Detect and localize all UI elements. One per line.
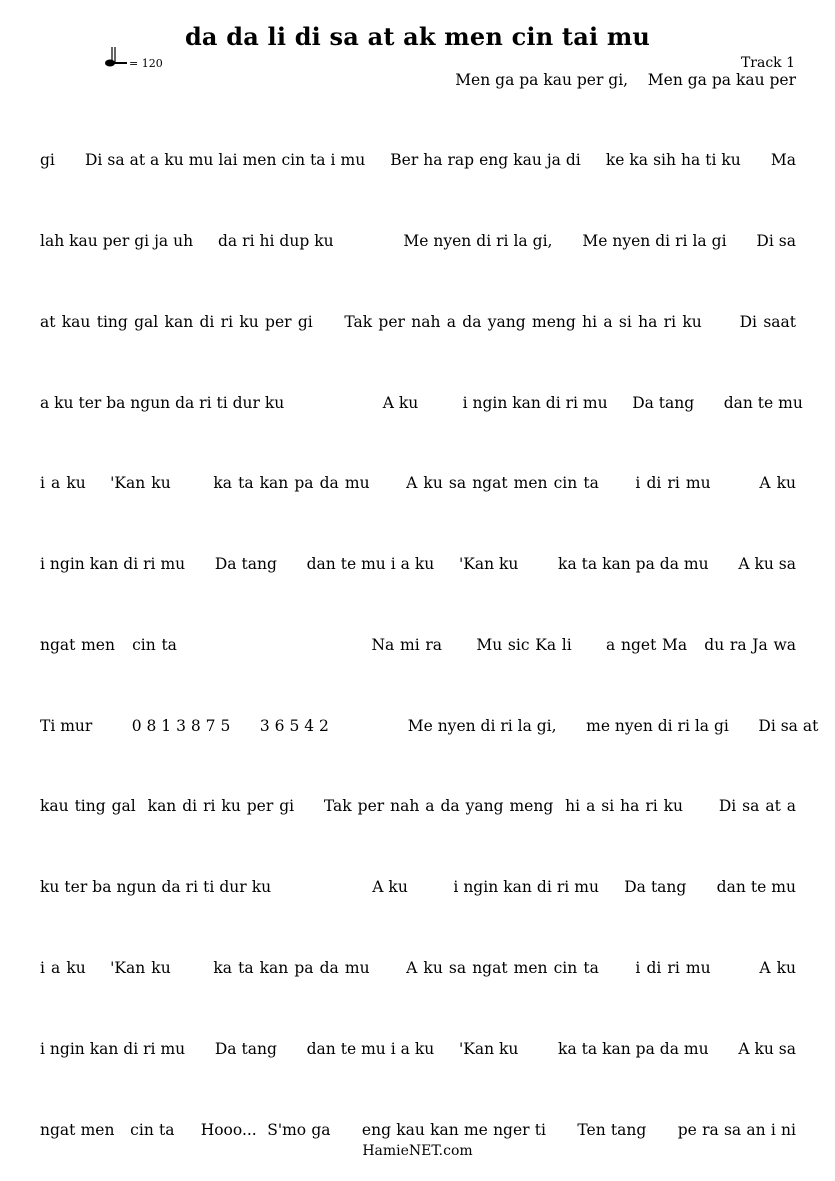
- lyric-line: a ku ter ba ngun da ri ti dur ku A ku i ngin kan di ri mu Da tang dan te mu: [40, 394, 803, 412]
- footer-credit: HamieNET.com: [362, 1143, 473, 1159]
- lyric-line: i a ku 'Kan ku ka ta kan pa da mu A ku sa ngat men cin ta i di ri mu A ku: [40, 474, 796, 492]
- lyric-line: ku ter ba ngun da ri ti dur ku A ku i ngin kan di ri mu Da tang dan te mu: [40, 878, 796, 896]
- lyric-line: at kau ting gal kan di ri ku per gi Tak per nah a da yang meng hi a si ha ri ku Di saat: [40, 313, 796, 331]
- lyric-line: ngat men cin ta Na mi ra Mu sic Ka li a nget Ma du ra Ja wa: [40, 636, 796, 654]
- lyric-line: i ngin kan di ri mu Da tang dan te mu i a ku 'Kan ku ka ta kan pa da mu A ku sa: [40, 1040, 796, 1058]
- tempo-value: = 120: [129, 57, 163, 69]
- track-label: Track 1: [740, 55, 795, 71]
- song-title: da da li di sa at ak men cin tai mu: [184, 22, 651, 51]
- lyric-line: ngat men cin ta Hooo... S'mo ga eng kau kan me nger ti Ten tang pe ra sa an i ni: [40, 1121, 796, 1139]
- lyric-line: kau ting gal kan di ri ku per gi Tak per nah a da yang meng hi a si ha ri ku Di sa at a: [40, 797, 796, 815]
- lyric-line: gi Di sa at a ku mu lai men cin ta i mu Ber ha rap eng kau ja di ke ka sih ha ti ku Ma: [40, 151, 796, 169]
- tempo-marking: [102, 47, 164, 69]
- lyric-line: i ngin kan di ri mu Da tang dan te mu i a ku 'Kan ku ka ta kan pa da mu A ku sa: [40, 555, 796, 573]
- lyric-line: Men ga pa kau per gi, Men ga pa kau per: [455, 71, 796, 89]
- lyric-line: lah kau per gi ja uh da ri hi dup ku Me nyen di ri la gi, Me nyen di ri la gi Di sa: [40, 232, 796, 250]
- quarter-note-icon: [102, 47, 164, 69]
- lyric-line: Ti mur 0 8 1 3 8 7 5 3 6 5 4 2 Me nyen di ri la gi, me nyen di ri la gi Di sa at: [40, 717, 819, 735]
- lyric-line: i a ku 'Kan ku ka ta kan pa da mu A ku sa ngat men cin ta i di ri mu A ku: [40, 959, 796, 977]
